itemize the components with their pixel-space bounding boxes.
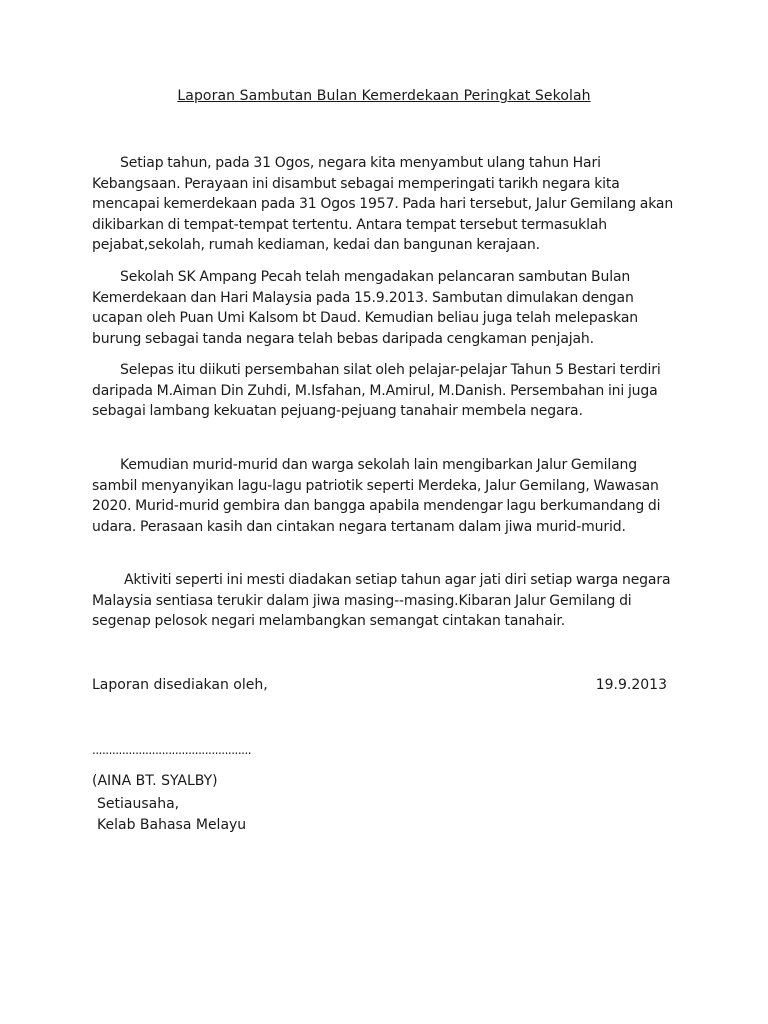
paragraph-2: Sekolah SK Ampang Pecah telah mengadakan pelancaran sambutan Bulan Kemerdekaan dan Hari Malaysia pada 15.9.2013. Sambutan dimulakan dengan ucapan oleh Puan Umi Kalsom bt Daud. Kemudian beliau juga telah melepaskan burung sebagai tanda negara telah bebas daripada cengkaman penjajah. <box>92 269 638 347</box>
signatory-club: Kelab Bahasa Melayu <box>97 817 247 833</box>
signatory-role: Setiausaha, <box>97 796 180 812</box>
paragraph-4: Kemudian murid-murid dan warga sekolah lain mengibarkan Jalur Gemilang sambil menyanyikan lagu-lagu patriotik seperti Merdeka, Jalur Gemilang, Wawasan 2020. Murid-murid gembira dan bangga apabila mendengar lagu berkumandang di udara. Perasaan kasih dan cintakan negara tertanam dalam jiwa murid-murid. <box>92 457 661 535</box>
signatory-name: (AINA BT. SYALBY) <box>92 773 218 789</box>
signature-line: ................................................ <box>92 743 252 757</box>
report-title: Laporan Sambutan Bulan Kemerdekaan Peringkat Sekolah <box>177 88 591 104</box>
paragraph-5: Aktiviti seperti ini mesti diadakan setiap tahun agar jati diri setiap warga negara Malaysia sentiasa terukir dalam jiwa masing--masing.Kibaran Jalur Gemilang di segenap pelosok negari melambangkan semangat cintakan tanahair. <box>92 572 671 629</box>
paragraph-1: Setiap tahun, pada 31 Ogos, negara kita menyambut ulang tahun Hari Kebangsaan. Perayaan ini disambut sebagai memperingati tarikh negara kita mencapai kemerdekaan pada 31 Ogos 1957. Pada hari tersebut, Jalur Gemilang akan dikibarkan di tempat-tempat tertentu. Antara tempat tersebut termasuklah pejabat,sekolah, rumah kediaman, kedai dan bangunan kerajaan. <box>92 155 674 253</box>
paragraph-3: Selepas itu diikuti persembahan silat oleh pelajar-pelajar Tahun 5 Bestari terdiri daripada M.Aiman Din Zuhdi, M.Isfahan, M.Amirul, M.Danish. Persembahan ini juga sebagai lambang kekuatan pejuang-pejuang tanahair membela negara. <box>92 362 661 419</box>
report-date: 19.9.2013 <box>595 677 667 693</box>
prepared-by-label: Laporan disediakan oleh, <box>92 677 268 693</box>
